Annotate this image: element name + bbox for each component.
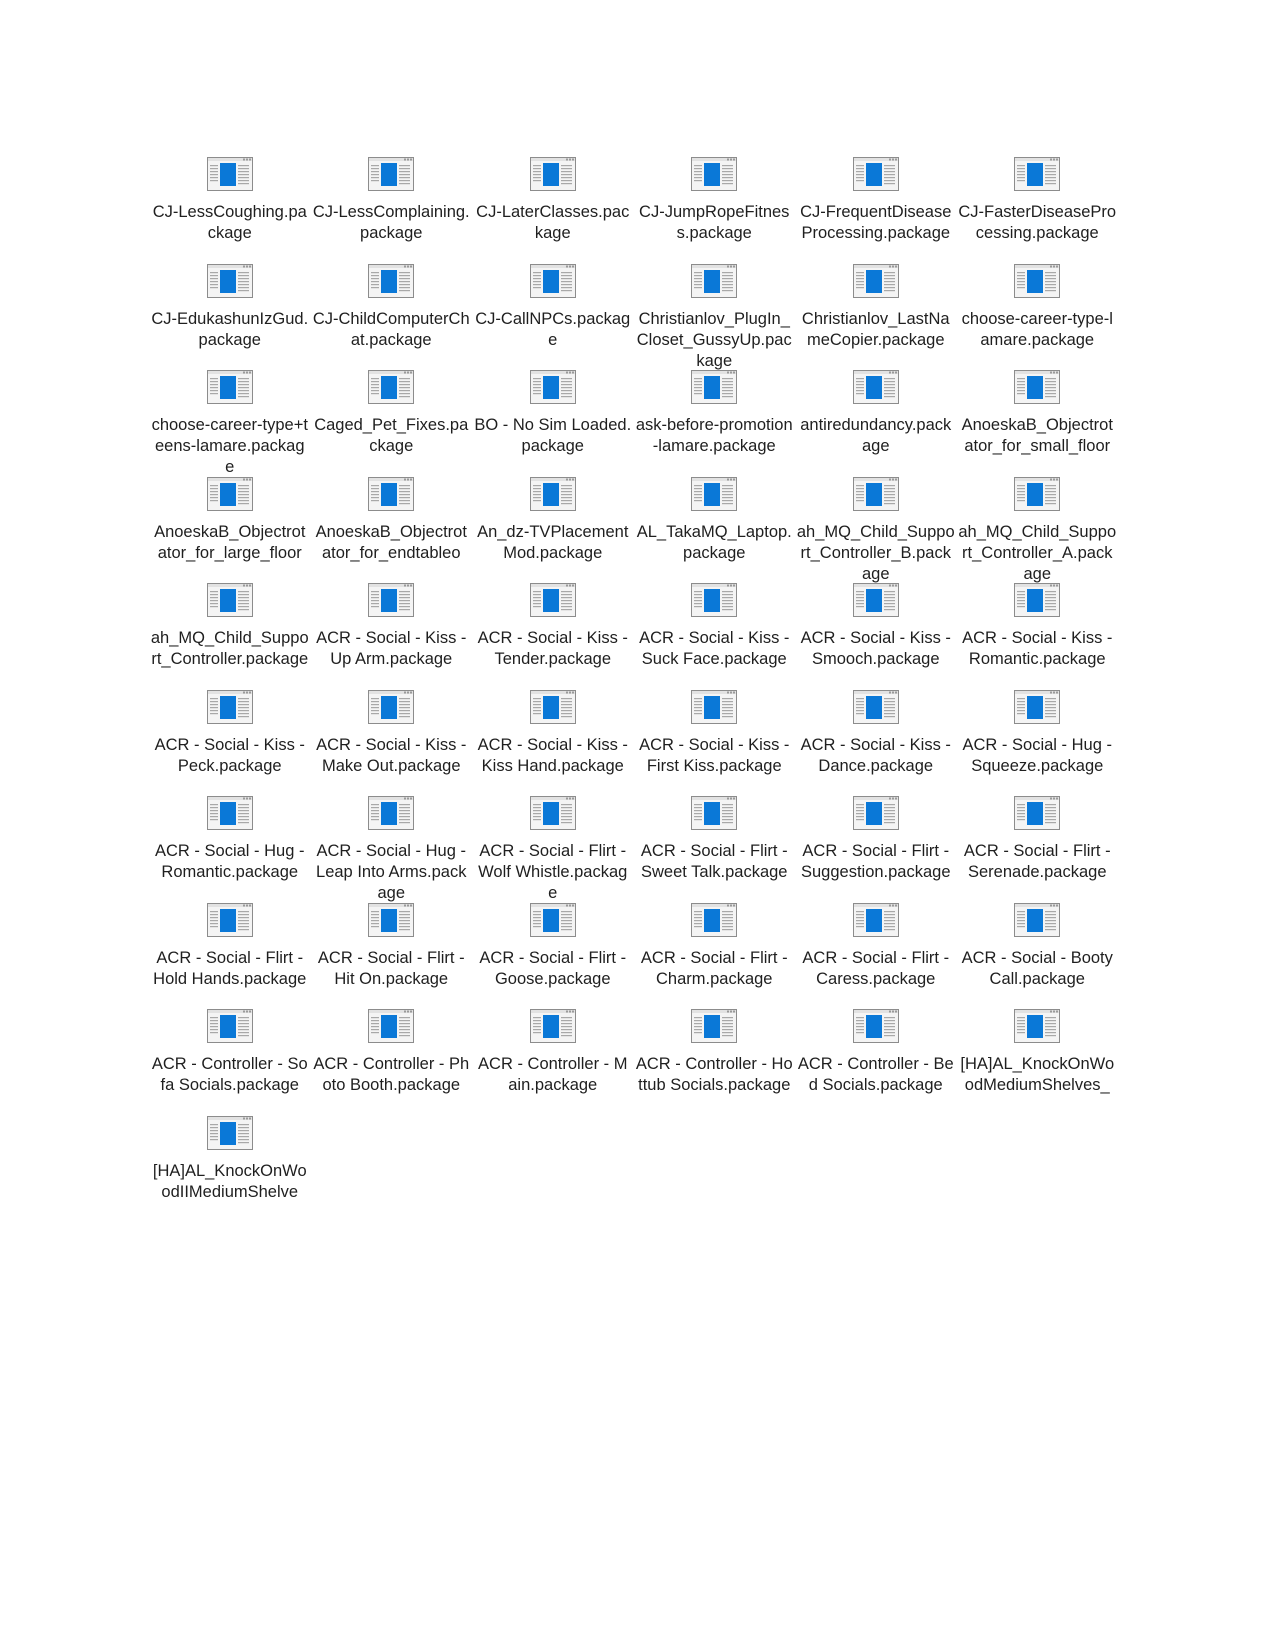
package-file-icon: [368, 903, 414, 937]
package-file-icon: [368, 157, 414, 191]
file-item[interactable]: [472, 264, 634, 371]
file-item[interactable]: [634, 157, 796, 264]
file-name-label: Caged_Pet_Fixes.package: [314, 416, 469, 455]
package-file-icon: [1014, 583, 1060, 617]
file-item[interactable]: [957, 1009, 1119, 1116]
package-file-icon: [207, 690, 253, 724]
file-name-label: ACR - Social - Flirt - Suggestion.package: [800, 842, 951, 881]
file-name-label: ACR - Social - Flirt - Wolf Whistle.package: [478, 842, 628, 902]
file-item[interactable]: [149, 264, 311, 371]
file-name-label: ah_MQ_Child_Support_Controller_B.package: [796, 522, 955, 583]
file-item[interactable]: [957, 796, 1119, 903]
file-name-label: CJ-EdukashunIzGud.package: [151, 309, 309, 349]
file-item[interactable]: [957, 583, 1119, 690]
file-item[interactable]: [472, 477, 634, 584]
file-item[interactable]: [634, 1009, 796, 1116]
package-file-icon: [368, 477, 414, 511]
file-item[interactable]: [634, 690, 796, 797]
file-name-label: ACR - Controller - Main.package: [478, 1055, 628, 1094]
file-name-label: AL_TakaMQ_Laptop.package: [636, 522, 792, 562]
file-item[interactable]: [472, 796, 634, 903]
file-name-label: CJ-CallNPCs.package: [475, 309, 631, 349]
file-name-label: [HA]AL_KnockOnWoodIIMediumShelve: [152, 1161, 307, 1201]
package-file-icon: [1014, 796, 1060, 830]
file-name-label: An_dz-TVPlacementMod.package: [477, 522, 629, 562]
file-name-label: ACR - Controller - Photo Booth.package: [313, 1055, 470, 1094]
package-file-icon: [368, 370, 414, 404]
file-item[interactable]: [311, 157, 473, 264]
file-item[interactable]: [795, 690, 957, 797]
package-file-icon: [691, 1009, 737, 1043]
file-item[interactable]: [472, 157, 634, 264]
file-item[interactable]: [472, 903, 634, 1010]
file-name-label: ACR - Social - Hug - Leap Into Arms.package: [316, 842, 467, 902]
file-name-label: Christianlov_PlugIn_Closet_GussyUp.package: [636, 309, 792, 370]
file-name-label: ACR - Social - Flirt - Goose.package: [479, 948, 627, 988]
file-item[interactable]: [957, 264, 1119, 371]
package-file-icon: [691, 690, 737, 724]
file-name-label: ACR - Social - Hug - Romantic.package: [155, 842, 305, 881]
package-file-icon: [853, 1009, 899, 1043]
file-item[interactable]: [311, 1009, 473, 1116]
file-item[interactable]: [634, 903, 796, 1010]
package-file-icon: [853, 583, 899, 617]
file-name-label: CJ-ChildComputerChat.package: [312, 309, 470, 349]
package-file-icon: [207, 1009, 253, 1043]
file-name-label: AnoeskaB_Objectrotator_for_small_floor: [961, 416, 1113, 455]
package-file-icon: [853, 264, 899, 298]
package-file-icon: [530, 796, 576, 830]
file-name-label: ACR - Controller - Hottub Socials.package: [635, 1055, 793, 1094]
file-name-label: ACR - Social - Flirt - Serenade.package: [963, 842, 1111, 881]
file-name-label: choose-career-type-lamare.package: [961, 309, 1113, 349]
package-file-icon: [530, 477, 576, 511]
file-item[interactable]: [149, 477, 311, 584]
package-file-icon: [530, 157, 576, 191]
package-file-icon: [853, 157, 899, 191]
package-file-icon: [207, 157, 253, 191]
file-name-label: ACR - Social - Hug - Squeeze.package: [962, 735, 1112, 775]
file-name-label: AnoeskaB_Objectrotator_for_endtableo: [315, 522, 467, 562]
file-item[interactable]: [795, 477, 957, 584]
file-item[interactable]: [957, 370, 1119, 477]
file-item[interactable]: [311, 583, 473, 690]
file-name-label: ah_MQ_Child_Support_Controller.package: [150, 629, 309, 668]
file-item[interactable]: [149, 690, 311, 797]
file-name-label: choose-career-type+teens-lamare.package: [151, 416, 308, 476]
package-file-icon: [853, 477, 899, 511]
package-file-icon: [853, 903, 899, 937]
file-item[interactable]: [149, 157, 311, 264]
file-grid: [149, 157, 1119, 1222]
file-item[interactable]: [957, 157, 1119, 264]
file-item[interactable]: [149, 370, 311, 477]
package-file-icon: [1014, 903, 1060, 937]
file-name-label: ACR - Social - Kiss - Peck.package: [154, 735, 305, 775]
package-file-icon: [368, 583, 414, 617]
package-file-icon: [207, 370, 253, 404]
package-file-icon: [530, 264, 576, 298]
package-file-icon: [530, 690, 576, 724]
package-file-icon: [691, 264, 737, 298]
file-item[interactable]: [634, 264, 796, 371]
file-name-label: ah_MQ_Child_Support_Controller_A.package: [958, 522, 1117, 583]
file-item[interactable]: [795, 1009, 957, 1116]
file-item[interactable]: [957, 903, 1119, 1010]
file-item[interactable]: [472, 370, 634, 477]
file-name-label: ACR - Social - Kiss - Kiss Hand.package: [477, 735, 628, 775]
file-item[interactable]: [634, 370, 796, 477]
package-file-icon: [691, 583, 737, 617]
file-item[interactable]: [311, 690, 473, 797]
package-file-icon: [368, 796, 414, 830]
package-file-icon: [691, 903, 737, 937]
file-item[interactable]: [149, 1009, 311, 1116]
file-item[interactable]: [311, 796, 473, 903]
package-file-icon: [1014, 157, 1060, 191]
file-name-label: ACR - Social - Kiss - Dance.package: [800, 735, 951, 775]
file-item[interactable]: [472, 1009, 634, 1116]
package-file-icon: [368, 1009, 414, 1043]
file-name-label: ACR - Social - Kiss - Make Out.package: [316, 735, 467, 775]
file-name-label: ACR - Social - Flirt - Hit On.package: [317, 948, 465, 988]
package-file-icon: [1014, 264, 1060, 298]
package-file-icon: [691, 477, 737, 511]
file-name-label: ACR - Social - Flirt - Charm.package: [640, 948, 788, 988]
file-name-label: ACR - Controller - Bed Socials.package: [797, 1055, 954, 1094]
file-item[interactable]: [957, 690, 1119, 797]
file-item[interactable]: [795, 157, 957, 264]
file-name-label: CJ-FrequentDiseaseProcessing.package: [800, 203, 952, 242]
package-file-icon: [691, 157, 737, 191]
file-item[interactable]: [149, 796, 311, 903]
package-file-icon: [368, 264, 414, 298]
package-file-icon: [207, 796, 253, 830]
file-name-label: ACR - Social - Flirt - Caress.package: [802, 948, 950, 988]
package-file-icon: [1014, 1009, 1060, 1043]
file-name-label: ACR - Social - Kiss - Romantic.package: [962, 629, 1113, 668]
package-file-icon: [853, 370, 899, 404]
package-file-icon: [530, 583, 576, 617]
file-item[interactable]: [795, 370, 957, 477]
file-item[interactable]: [311, 477, 473, 584]
file-name-label: CJ-FasterDiseaseProcessing.package: [958, 203, 1117, 242]
file-item[interactable]: [311, 370, 473, 477]
file-item[interactable]: [634, 477, 796, 584]
file-name-label: CJ-LessComplaining.package: [312, 203, 470, 242]
package-file-icon: [207, 903, 253, 937]
file-item[interactable]: [311, 264, 473, 371]
file-item[interactable]: [149, 583, 311, 690]
file-name-label: ACR - Social - Kiss - Up Arm.package: [316, 629, 467, 668]
file-name-label: ACR - Social - Flirt - Hold Hands.package: [153, 948, 307, 988]
file-item[interactable]: [795, 264, 957, 371]
file-name-label: ask-before-promotion-lamare.package: [635, 416, 793, 455]
package-file-icon: [691, 796, 737, 830]
file-name-label: BO - No Sim Loaded.package: [474, 416, 632, 455]
file-name-label: ACR - Social - Flirt - Sweet Talk.package: [640, 842, 788, 881]
file-item[interactable]: [634, 796, 796, 903]
file-item[interactable]: [149, 903, 311, 1010]
package-file-icon: [207, 264, 253, 298]
file-item[interactable]: [795, 903, 957, 1010]
file-name-label: ACR - Social - Kiss - Suck Face.package: [639, 629, 790, 668]
file-name-label: [HA]AL_KnockOnWoodMediumShelves_: [960, 1055, 1115, 1094]
package-file-icon: [207, 583, 253, 617]
file-name-label: AnoeskaB_Objectrotator_for_large_floor: [154, 522, 306, 562]
package-file-icon: [691, 370, 737, 404]
package-file-icon: [1014, 370, 1060, 404]
file-item[interactable]: [795, 583, 957, 690]
file-item[interactable]: [957, 477, 1119, 584]
file-name-label: CJ-JumpRopeFitness.package: [639, 203, 790, 242]
package-file-icon: [853, 690, 899, 724]
package-file-icon: [1014, 690, 1060, 724]
file-name-label: CJ-LaterClasses.package: [476, 203, 630, 242]
file-name-label: ACR - Social - Kiss - Tender.package: [477, 629, 628, 668]
file-item[interactable]: [149, 1116, 311, 1223]
file-name-label: ACR - Social - Booty Call.package: [961, 948, 1113, 988]
package-file-icon: [207, 477, 253, 511]
file-name-label: ACR - Controller - Sofa Socials.package: [151, 1055, 308, 1094]
package-file-icon: [530, 370, 576, 404]
package-file-icon: [207, 1116, 253, 1150]
file-name-label: Christianlov_LastNameCopier.package: [801, 309, 950, 349]
package-file-icon: [1014, 477, 1060, 511]
file-item[interactable]: [311, 903, 473, 1010]
file-name-label: ACR - Social - Kiss - First Kiss.package: [639, 735, 790, 775]
file-item[interactable]: [795, 796, 957, 903]
file-item[interactable]: [472, 583, 634, 690]
file-item[interactable]: [472, 690, 634, 797]
package-file-icon: [530, 1009, 576, 1043]
package-file-icon: [853, 796, 899, 830]
file-name-label: antiredundancy.package: [800, 416, 952, 455]
package-file-icon: [530, 903, 576, 937]
package-file-icon: [368, 690, 414, 724]
file-item[interactable]: [634, 583, 796, 690]
file-name-label: ACR - Social - Kiss - Smooch.package: [800, 629, 951, 668]
file-name-label: CJ-LessCoughing.package: [152, 203, 307, 242]
